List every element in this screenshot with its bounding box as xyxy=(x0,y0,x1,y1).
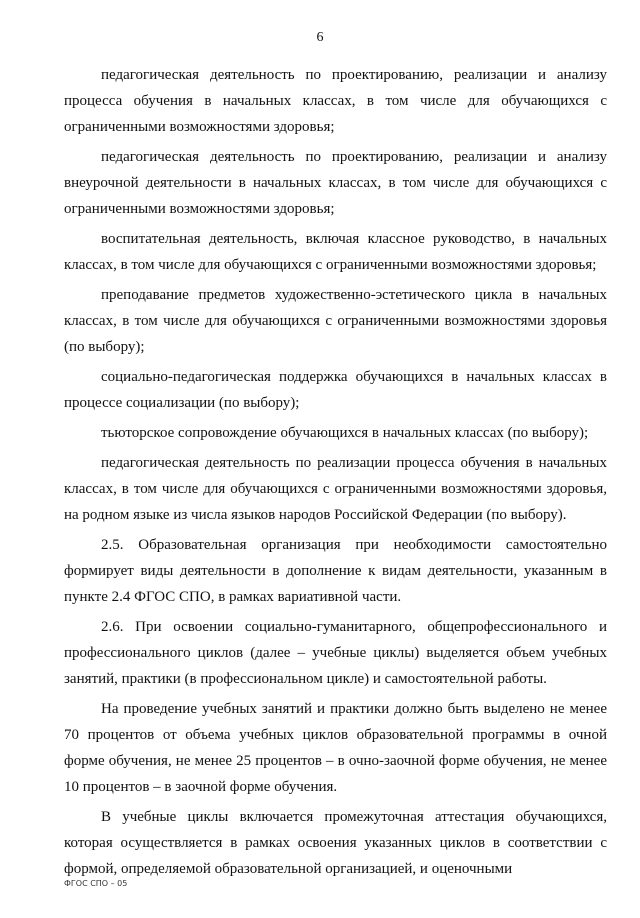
paragraph-activity-process-design: педагогическая деятельность по проектированию, реализации и анализу процесса обучения в начальных классах, в том числе для обучающихся с ограниченными возможностями здоровья; xyxy=(64,67,607,135)
paragraph-interim-assessment: В учебные циклы включается промежуточная аттестация обучающихся, которая осуществляется в рамках освоения указанных циклов в соответствии с формой, определяемой образовательной организацией, и оценочными xyxy=(64,809,607,877)
paragraph-activity-native-language: педагогическая деятельность по реализации процесса обучения в начальных классах, в том числе для обучающихся с ограниченными возможностями здоровья, на родном языке из числа языков народов Российской Федерации (по выбору). xyxy=(64,455,607,523)
paragraph-activity-social-support: социально-педагогическая поддержка обучающихся в начальных классах в процессе социализации (по выбору); xyxy=(64,369,607,411)
page-number: 6 xyxy=(316,30,324,45)
paragraph-activity-extracurricular: педагогическая деятельность по проектированию, реализации и анализу внеурочной деятельности в начальных классах, в том числе для обучающихся с ограниченными возможностями здоровья; xyxy=(64,149,607,217)
paragraph-study-volume: На проведение учебных занятий и практики должно быть выделено не менее 70 процентов от объема учебных циклов образовательной программы в очной форме обучения, не менее 25 процентов – в очно-заочной форме обучения, не менее 10 процентов – в заочной форме обучения. xyxy=(64,701,607,795)
paragraph-clause-2-6: 2.6. При освоении социально-гуманитарного, общепрофессионального и профессионального циклов (далее – учебные циклы) выделяется объем учебных занятий, практики (в профессиональном цикле) и самостоятельной работы. xyxy=(64,619,607,687)
paragraph-clause-2-5: 2.5. Образовательная организация при необходимости самостоятельно формирует виды деятельности в дополнение к видам деятельности, указанным в пункте 2.4 ФГОС СПО, в рамках вариативной части. xyxy=(64,537,607,605)
document-body xyxy=(64,62,607,886)
paragraph-activity-arts-teaching: преподавание предметов художественно-эстетического цикла в начальных классах, в том числе для обучающихся с ограниченными возможностями здоровья (по выбору); xyxy=(64,287,607,355)
footer-label: ФГОС СПО – 05 xyxy=(64,879,128,888)
paragraph-activity-tutoring: тьюторское сопровождение обучающихся в начальных классах (по выбору); xyxy=(101,425,589,441)
paragraph-activity-upbringing: воспитательная деятельность, включая классное руководство, в начальных классах, в том числе для обучающихся с ограниченными возможностями здоровья; xyxy=(64,231,607,273)
